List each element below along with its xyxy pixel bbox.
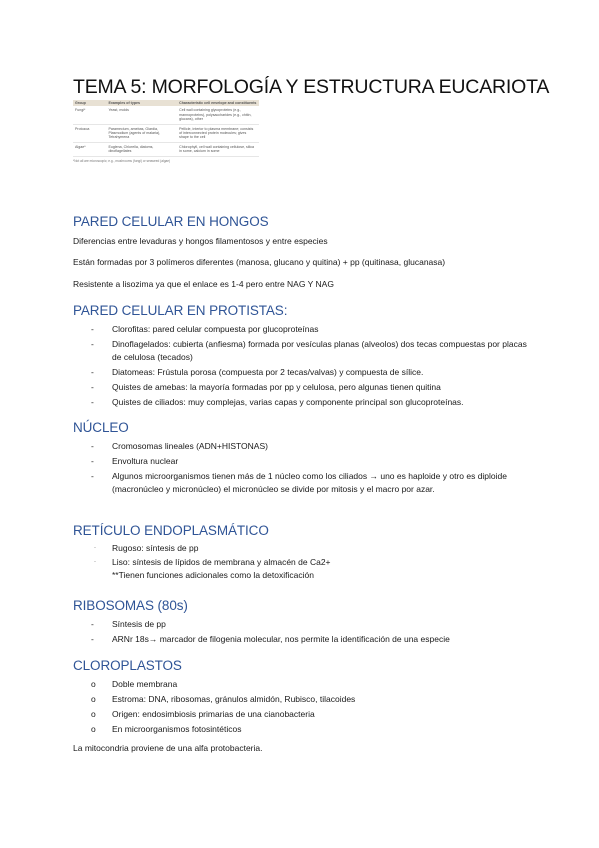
dash-bullet: -: [91, 396, 94, 407]
paragraph: La mitocondria proviene de una alfa protobacteria.: [73, 743, 263, 753]
list-item: - Dinoflagelados: cubierta (anfiesma) formada por vesículas planas (alveolos) dos tecas compuestas por placas de celulosa (tecados): [91, 339, 527, 362]
list-item: o Origen: endosimbiosis primarias de una cianobacteria: [91, 709, 315, 719]
table-row: [73, 142, 259, 156]
list-item: - Cromosomas lineales (ADN+HISTONAS): [91, 441, 268, 451]
dash-bullet: -: [91, 471, 94, 481]
table-footnote: *Not all are microscopic; e.g., mushrooms (fungi) or seaweed (algae): [73, 158, 171, 163]
dot-bullet: ·: [94, 559, 96, 565]
cloroplastos-list: [91, 678, 531, 738]
reticulo-note: **Tienen funciones adicionales como la detoxificación: [112, 569, 314, 580]
dash-bullet: -: [91, 339, 94, 349]
ribosomas-list: [91, 618, 531, 648]
dash-bullet: -: [91, 366, 94, 377]
table-cell: Fungi*: [73, 106, 106, 124]
heading-reticulo: RETÍCULO ENDOPLASMÁTICO: [73, 523, 269, 538]
protistas-list: [91, 323, 531, 411]
table-header: Characteristic cell envelope and constituents: [177, 100, 259, 106]
list-item: o En microorganismos fotosintéticos: [91, 724, 242, 734]
list-item: - Algunos microorganismos tienen más de 1 núcleo como los ciliados → uno es haploide y otro es diploide (macronúcleo y micronúcleo) el micronúcleo se divide por mitosis y el macro por azar.: [91, 471, 507, 494]
table-cell: Paramecium, amebas, Giardia, Plasmodium (agents of malaria), Tetrahymena: [106, 124, 177, 142]
table-cell: Algae*: [73, 142, 106, 156]
list-item: - Quistes de amebas: la mayoría formadas por pp y celulosa, pero algunas tienen quitina: [91, 381, 441, 392]
table-cell: Pellicle, interior to plasma membrane; consists of interconnected protein molecules; gives shape to the cell: [177, 124, 259, 142]
list-item: o Doble membrana: [91, 679, 178, 689]
dash-bullet: -: [91, 441, 94, 451]
table-cell: Euglena, Chlorella, diatoms, dinoflagellates: [106, 142, 177, 156]
dash-bullet: -: [91, 634, 94, 644]
paragraph: Diferencias entre levaduras y hongos filamentosos y entre especies: [73, 236, 328, 246]
list-item: - Quistes de ciliados: muy complejas, varias capas y componente principal son glucoproteínas.: [91, 396, 464, 407]
table-cell: Protozoa: [73, 124, 106, 142]
page-title: TEMA 5: MORFOLOGÍA Y ESTRUCTURA EUCARIOTA: [73, 76, 550, 98]
reticulo-list: [91, 542, 531, 581]
list-item: · Rugoso: síntesis de pp: [94, 543, 199, 553]
cell-envelope-table: [73, 100, 259, 157]
heading-nucleo: NÚCLEO: [73, 420, 129, 435]
list-item: o Estroma: DNA, ribosomas, gránulos almidón, Rubisco, tilacoides: [91, 694, 356, 704]
heading-pared-hongos: PARED CELULAR EN HONGOS: [73, 214, 269, 229]
heading-pared-protistas: PARED CELULAR EN PROTISTAS:: [73, 303, 288, 318]
list-item: - Síntesis de pp: [91, 619, 166, 629]
table-cell: Yeast, molds: [106, 106, 177, 124]
heading-ribosomas: RIBOSOMAS (80s): [73, 598, 188, 613]
circle-bullet: o: [91, 709, 96, 719]
list-item: - ARNr 18s→ marcador de filogenia molecular, nos permite la identificación de una especie: [91, 634, 450, 644]
nucleo-list: [91, 440, 531, 498]
dash-bullet: -: [91, 381, 94, 392]
dash-bullet: -: [91, 619, 94, 629]
table-header: Examples of types: [106, 100, 177, 106]
list-item: - Diatomeas: Frústula porosa (compuesta por 2 tecas/valvas) y compuesta de sílice.: [91, 366, 424, 377]
circle-bullet: o: [91, 679, 96, 689]
circle-bullet: o: [91, 694, 96, 704]
paragraph: Están formadas por 3 polímeros diferentes (manosa, glucano y quitina) + pp (quitinasa, glucanasa): [73, 257, 446, 267]
heading-cloroplastos: CLOROPLASTOS: [73, 658, 182, 673]
list-item: · Liso: síntesis de lípidos de membrana y almacén de Ca2+: [94, 557, 331, 567]
dash-bullet: -: [91, 324, 94, 334]
dot-bullet: ·: [94, 545, 96, 551]
paragraph: Resistente a lisozima ya que el enlace es 1-4 pero entre NAG Y NAG: [73, 279, 334, 289]
table-row: [73, 124, 259, 142]
table-header: Group: [73, 100, 106, 106]
circle-bullet: o: [91, 724, 96, 734]
table-cell: Chlorophyll, cell wall containing cellulose, silica in some, calcium in some: [177, 142, 259, 156]
list-item: - Clorofitas: pared celular compuesta por glucoproteínas: [91, 324, 319, 334]
dash-bullet: -: [91, 456, 94, 466]
table-cell: Cell wall containing glycoproteins (e.g., mannoproteins), polysaccharides (e.g., chitin, glucans), other: [177, 106, 259, 124]
reference-table-image: [73, 100, 259, 192]
list-item: - Envoltura nuclear: [91, 456, 179, 466]
table-row: [73, 106, 259, 124]
